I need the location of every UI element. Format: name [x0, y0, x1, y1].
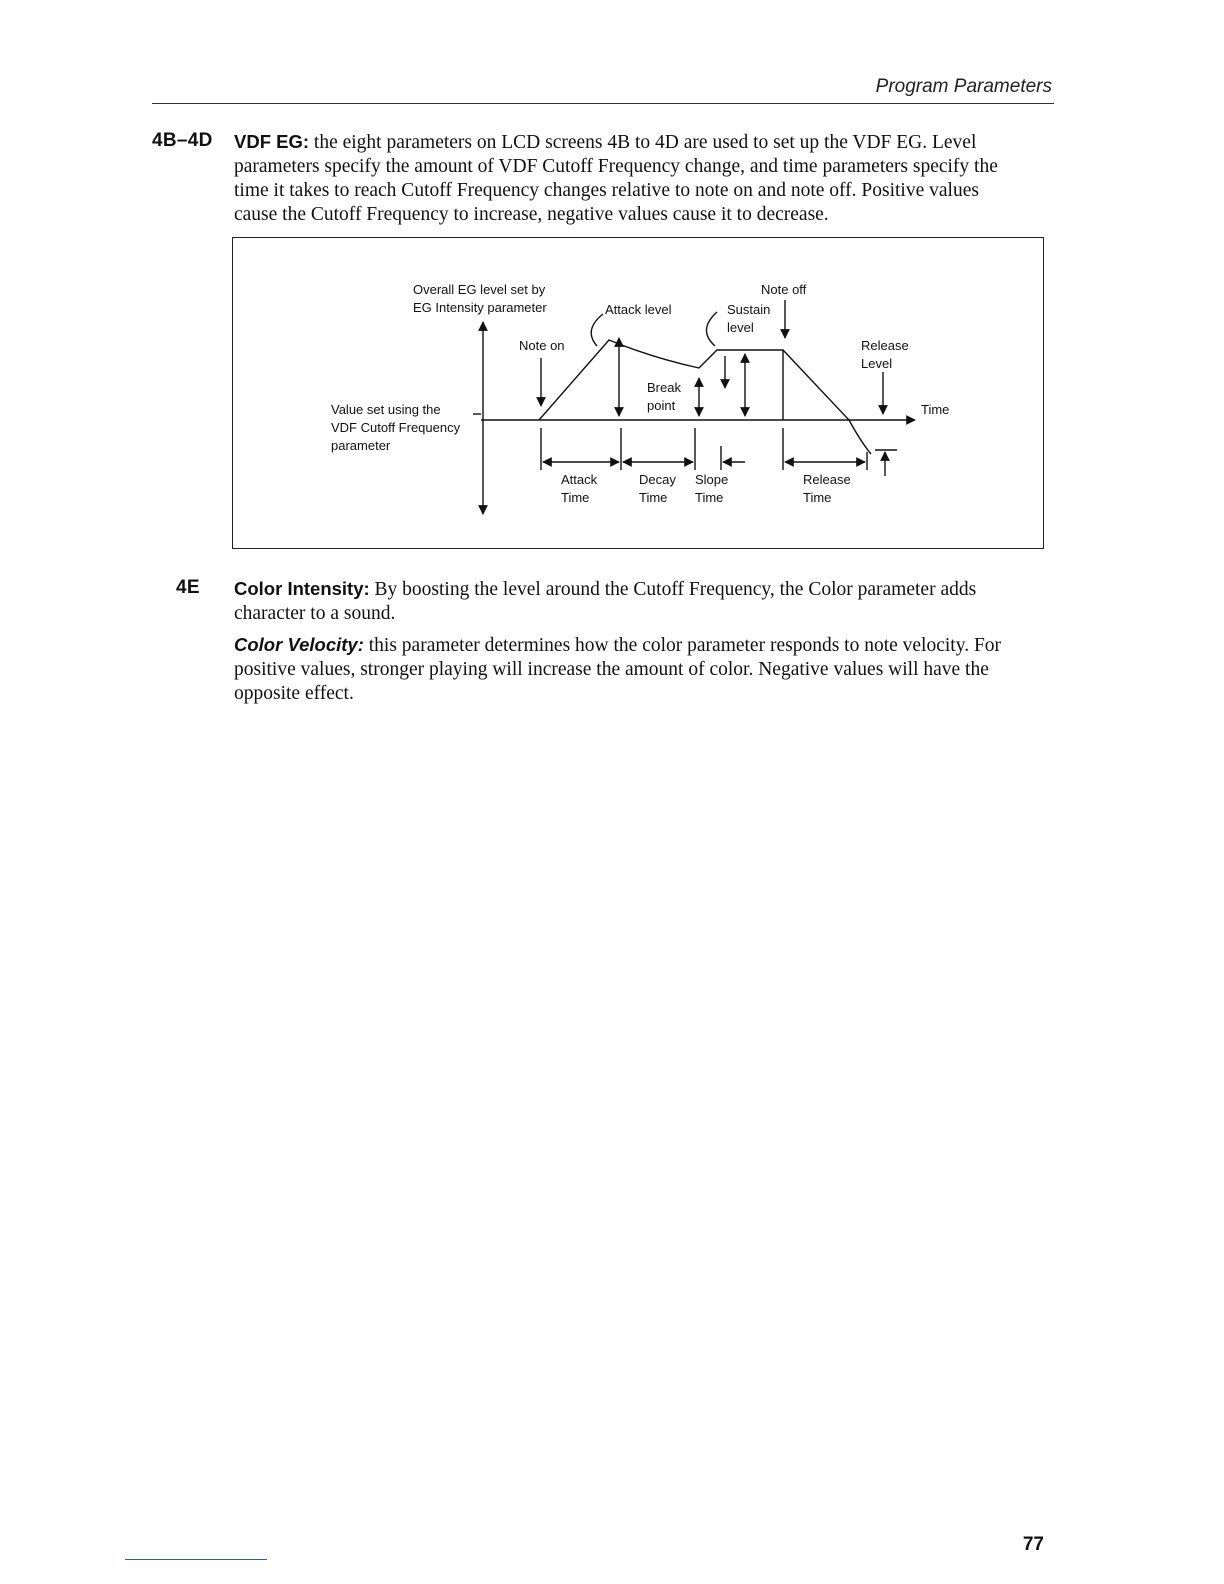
value-set-label-1: Value set using the — [331, 402, 441, 417]
page-number: 77 — [1022, 1534, 1044, 1555]
slope-time-label-2: Time — [695, 490, 724, 505]
color-intensity-line-1: Color Intensity: By boosting the level around the Cutoff Frequency, the Color parameter adds — [234, 578, 977, 600]
attack-time-label-1: Attack — [561, 472, 598, 487]
time-axis-label: Time — [921, 402, 950, 417]
color-velocity-line-1: Color Velocity: this parameter determines how the color parameter responds to note velocity. For — [234, 634, 1002, 656]
attack-level-label: Attack level — [605, 302, 672, 317]
color-intensity-lead: Color Intensity: — [234, 578, 370, 599]
section-code-4e: 4E — [176, 577, 200, 598]
release-time-label-1: Release — [803, 472, 851, 487]
color-velocity-lead: Color Velocity: — [234, 634, 364, 655]
color-intensity-paragraph — [234, 577, 1064, 626]
release-level-label-1: Release — [861, 338, 909, 353]
sustain-label-1: Sustain — [727, 302, 771, 317]
sustain-level-bracket — [706, 312, 717, 346]
note-on-label: Note on — [519, 338, 565, 353]
sustain-label-2: level — [727, 320, 754, 335]
running-title: Program Parameters — [875, 76, 1052, 97]
overall-eg-label-1: Overall EG level set by — [413, 282, 546, 297]
value-set-label-2: VDF Cutoff Frequency — [331, 420, 461, 435]
value-set-label-3: parameter — [331, 438, 391, 453]
color-velocity-line-2: positive values, stronger playing will increase the amount of color. Negative values will have the — [234, 659, 989, 680]
vdf-eg-diagram-svg — [233, 238, 1045, 550]
attack-time-label-2: Time — [561, 490, 590, 505]
vdf-eg-line-4: cause the Cutoff Frequency to increase, negative values cause it to decrease. — [234, 204, 829, 225]
vdf-eg-line-1: VDF EG: the eight parameters on LCD screens 4B to 4D are used to set up the VDF EG. Level — [234, 131, 977, 153]
release-time-label-2: Time — [803, 490, 832, 505]
vdf-eg-line-3: time it takes to reach Cutoff Frequency changes relative to note on and note off. Positive values — [234, 180, 979, 201]
color-velocity-paragraph — [234, 633, 1064, 706]
release-level-label-2: Level — [861, 356, 893, 371]
decay-time-label-2: Time — [639, 490, 668, 505]
vdf-eg-lead: VDF EG: — [234, 131, 310, 152]
color-velocity-line-3: opposite effect. — [234, 683, 354, 704]
section-code-4b-4d: 4B–4D — [152, 130, 213, 151]
vdf-eg-paragraph — [234, 130, 1064, 227]
decay-time-label-1: Decay — [639, 472, 676, 487]
attack-level-bracket — [591, 314, 603, 346]
slope-time-label-1: Slope — [695, 472, 729, 487]
vdf-eg-diagram — [232, 237, 1044, 549]
header-rule — [152, 103, 1054, 104]
color-intensity-line-2: character to a sound. — [234, 603, 396, 624]
footer-rule — [125, 1559, 267, 1560]
eg-envelope-curve — [539, 340, 871, 454]
overall-eg-label-2: EG Intensity parameter — [413, 300, 547, 315]
break-point-label-2: point — [647, 398, 676, 413]
break-point-label-1: Break — [647, 380, 681, 395]
note-off-label: Note off — [761, 282, 807, 297]
vdf-eg-line-2: parameters specify the amount of VDF Cutoff Frequency change, and time parameters specify the — [234, 156, 998, 177]
